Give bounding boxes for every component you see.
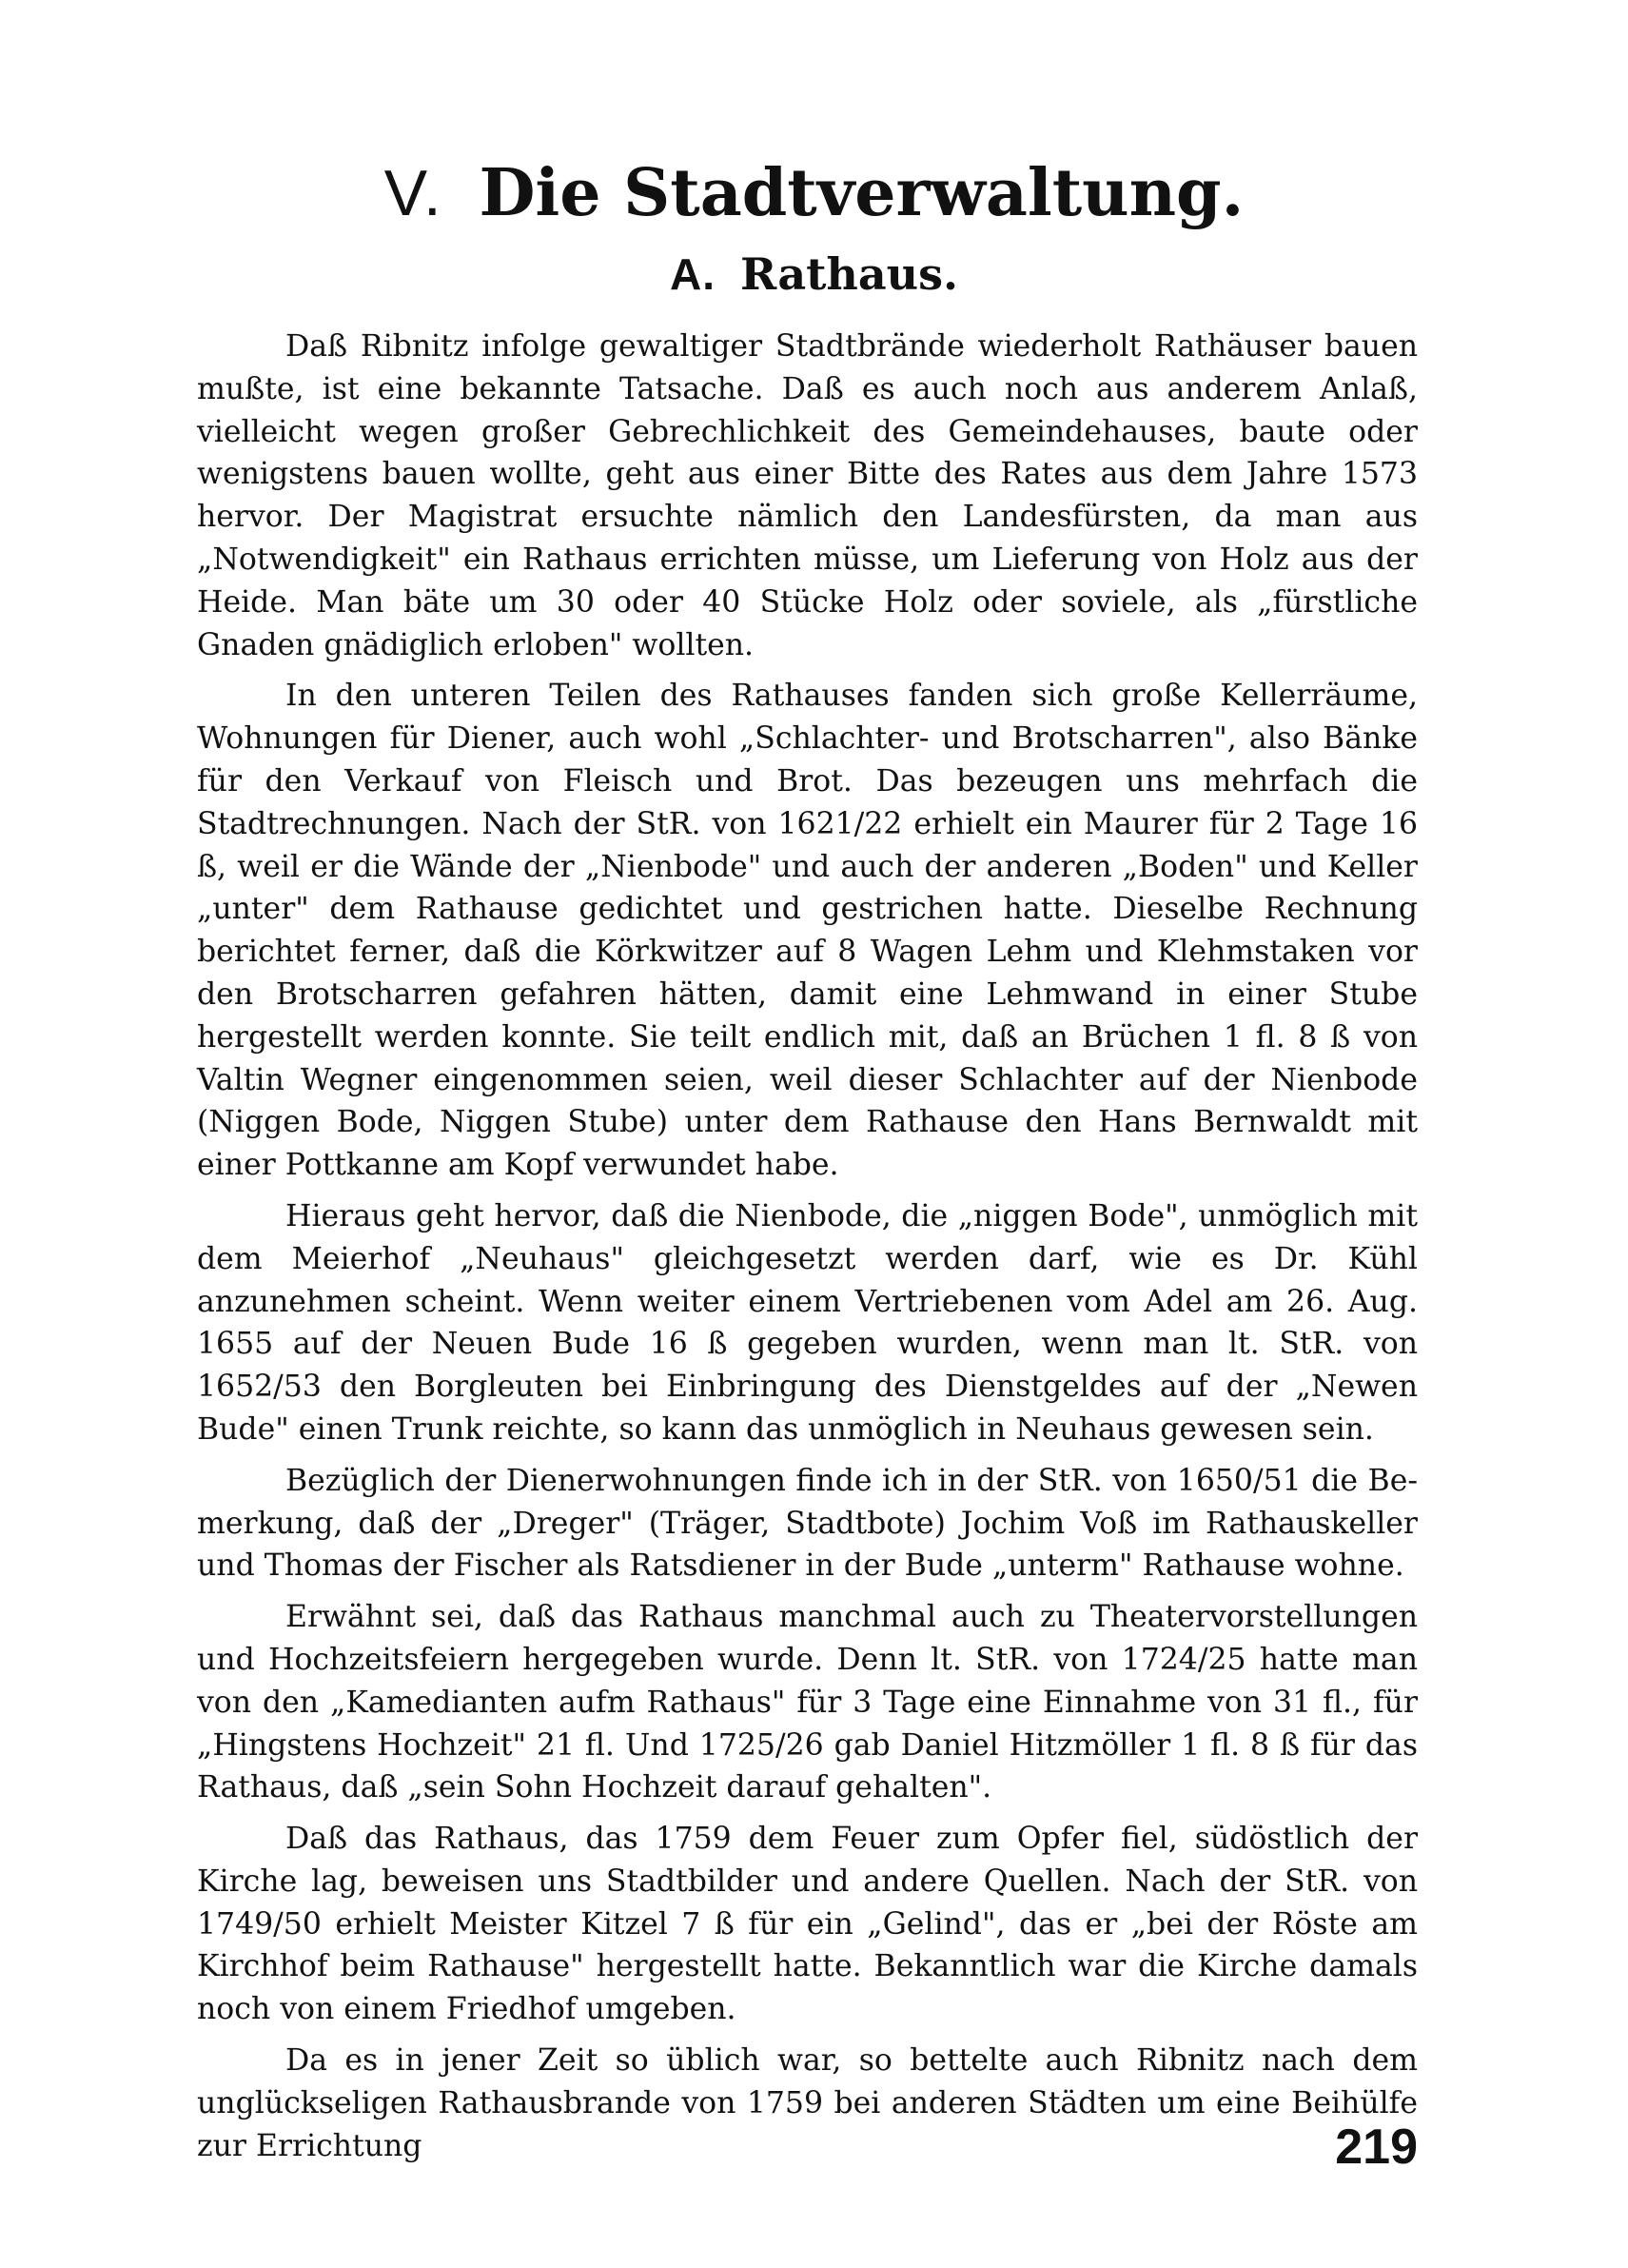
section-title-text: Rathaus.	[740, 248, 958, 300]
paragraph-4: Bezüglich der Dienerwohnungen finde ich in der StR. von 1650/51 die Bemerkung, daß der „Dreger" (Träger, Stadtbote) Jochim Voß im Rathauskeller und Thomas der Fischer als Ratsdiener in der Bude „unterm" Rathause wohne.	[197, 1463, 1418, 1584]
paragraph-5: Erwähnt sei, daß das Rathaus manchmal auch zu Theatervorstellungen und Hochzeitsfeiern hergegeben wurde. Denn lt. StR. von 1724/25 hatte man von den „Kamedianten aufm Rathaus" für 3 Tage eine Einnahme von 31 fl., für „Hingstens Hochzeit" 21 fl. Und 1725/26 gab Daniel Hitzmöller 1 fl. 8 ß für das Rathaus, daß „sein Sohn Hochzeit darauf gehalten".	[197, 1600, 1418, 1805]
page-number: 219	[1335, 2120, 1418, 2175]
chapter-heading	[0, 152, 1628, 234]
chapter-numeral: V.	[383, 157, 443, 229]
paragraph-6: Daß das Rathaus, das 1759 dem Feuer zum Opfer fiel, südöstlich der Kirche lag, beweisen uns Stadtbilder und andere Quellen. Nach der StR. von 1749/50 erhielt Meister Kitzel 7 ß für ein „Gelind", das er „bei der Röste am Kirchhof beim Rathause" hergestellt hatte. Bekanntlich war die Kirche damals noch von einem Friedhof umgeben.	[197, 1822, 1418, 2027]
chapter-title-text: Die Stadtverwaltung.	[479, 155, 1245, 231]
section-letter: A.	[670, 249, 716, 299]
body-text	[197, 325, 1418, 2167]
section-heading	[0, 246, 1628, 303]
paragraph-7: Da es in jener Zeit so üblich war, so bettelte auch Ribnitz nach dem unglückseligen Rathausbrande von 1759 bei anderen Städten um eine Beihülfe zur Errichtung	[197, 2043, 1418, 2163]
paragraph-2: In den unteren Teilen des Rathauses fanden sich große Kellerräume, Wohnungen für Diener, auch wohl „Schlachter- und Brotscharren", also Bänke für den Verkauf von Fleisch und Brot. Das bezeugen uns mehrfach die Stadtrechnungen. Nach der StR. von 1621/22 erhielt ein Maurer für 2 Tage 16 ß, weil er die Wände der „Nienbode" und auch der anderen „Boden" und Keller „unter" dem Rathause gedichtet und gestrichen hatte. Dieselbe Rechnung berichtet ferner, daß die Körkwitzer auf 8 Wagen Lehm und Klehmstaken vor den Brotscharren gefahren hätten, damit eine Lehmwand in einer Stube hergestellt werden konnte. Sie teilt endlich mit, daß an Brüchen 1 fl. 8 ß von Valtin Wegner eingenommen seien, weil dieser Schlachter auf der Nienbode (Niggen Bode, Niggen Stube) unter dem Rathause den Hans Bernwaldt mit einer Pottkanne am Kopf verwundet habe.	[197, 679, 1418, 1183]
paragraph-3: Hieraus geht hervor, daß die Nienbode, die „niggen Bode", unmöglich mit dem Meierhof „Neuhaus" gleichgesetzt werden darf, wie es Dr. Kühl anzunehmen scheint. Wenn weiter einem Vertriebenen vom Adel am 26. Aug. 1655 auf der Neuen Bude 16 ß gegeben wurden, wenn man lt. StR. von 1652/53 den Borgleuten bei Einbringung des Dienstgeldes auf der „Newen Bude" einen Trunk reichte, so kann das unmöglich in Neuhaus gewesen sein.	[197, 1198, 1418, 1447]
paragraph-1: Daß Ribnitz infolge gewaltiger Stadtbrände wiederholt Rathäuser bauen mußte, ist eine bekannte Tatsache. Daß es auch noch aus anderem Anlaß, vielleicht wegen großer Gebrechlichkeit des Gemeindehauses, baute oder wenigstens bauen wollte, geht aus einer Bitte des Rates aus dem Jahre 1573 hervor. Der Magistrat ersuchte nämlich den Landesfürsten, da man aus „Notwendigkeit" ein Rathaus errichten müsse, um Lieferung von Holz aus der Heide. Man bäte um 30 oder 40 Stücke Holz oder soviele, als „fürstliche Gnaden gnädiglich erloben" wollten.	[197, 329, 1418, 662]
